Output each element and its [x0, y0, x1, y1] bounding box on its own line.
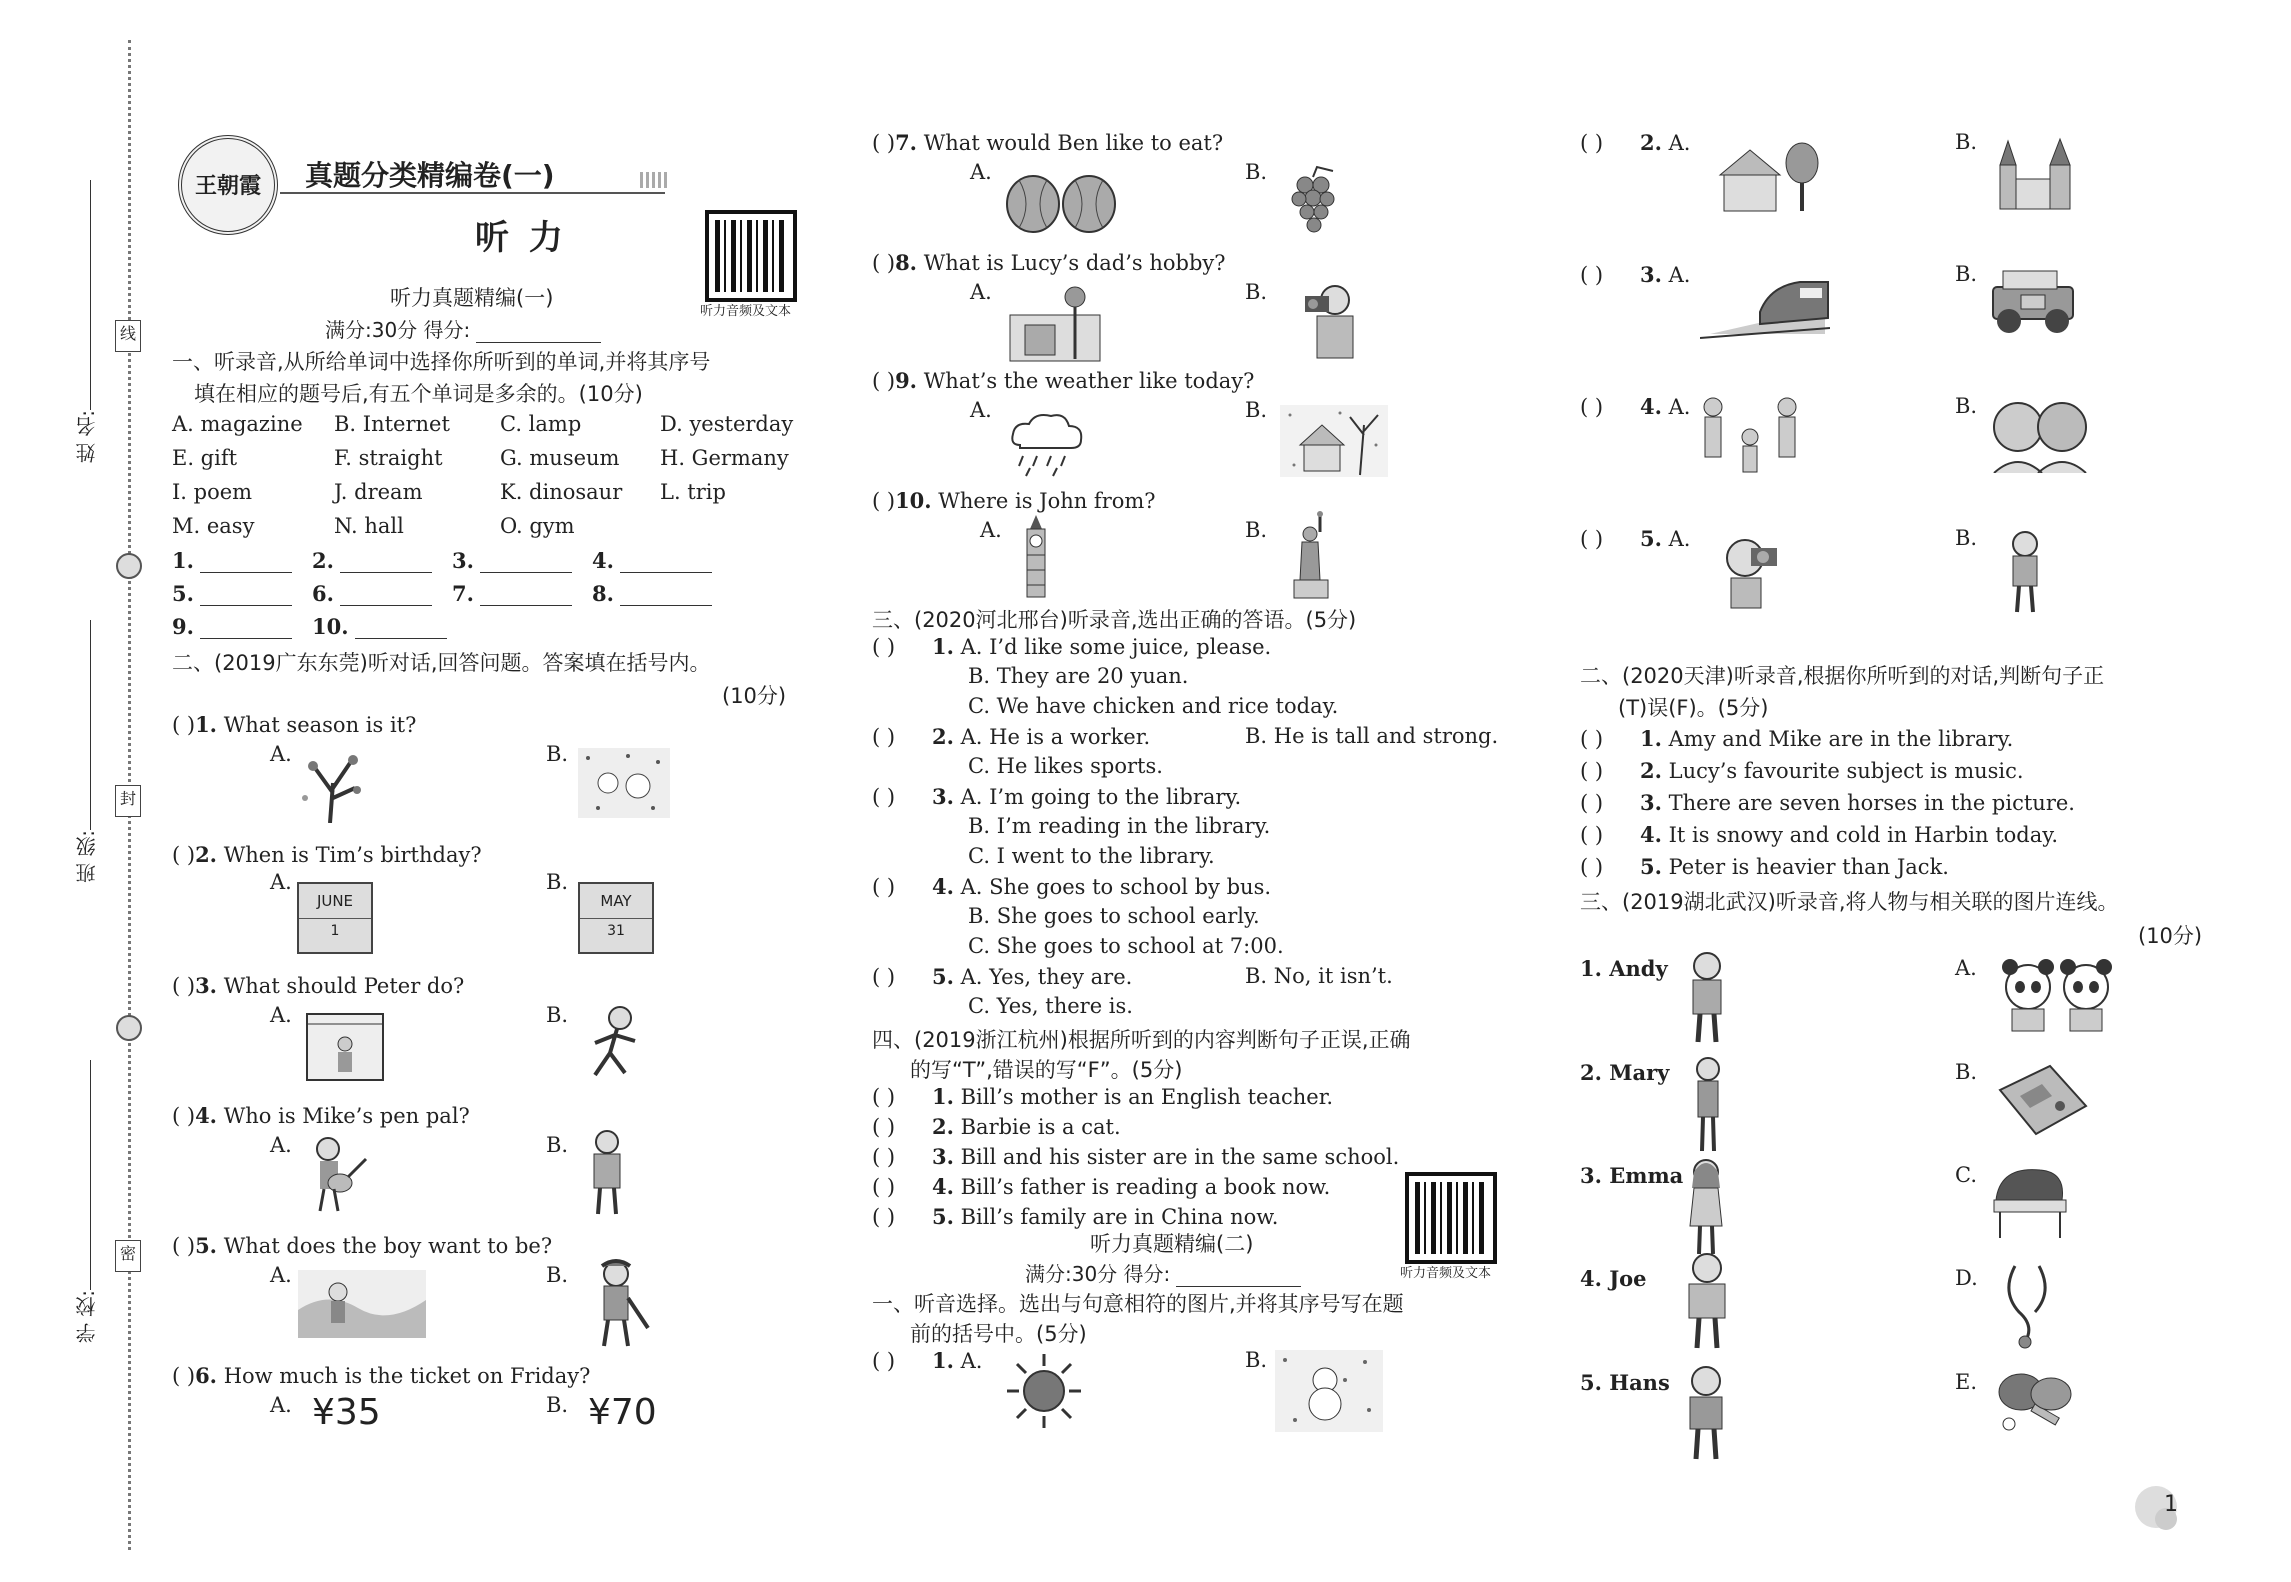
question: ( )7. What would Ben like to eat?	[872, 130, 1224, 155]
price-a: ¥35	[312, 1392, 381, 1433]
option-b: B. He is tall and strong.	[1245, 724, 1499, 748]
question: ( )4. Who is Mike’s pen pal?	[172, 1103, 470, 1128]
option-b: B.	[1245, 280, 1268, 304]
option-b: B.	[1955, 262, 1978, 286]
snowy-house-icon	[1280, 405, 1388, 477]
option-a: A.	[270, 1263, 292, 1287]
question: ( ) 2. A.	[1580, 130, 1691, 155]
option-a: A.	[270, 742, 292, 766]
question: ( )6. How much is the ticket on Friday?	[172, 1363, 591, 1388]
question: ( ) 5. A. Yes, they are.	[872, 964, 1133, 989]
option-b: B.	[546, 1133, 569, 1157]
exam2-s1-title: 一、听音选择。选出与句意相符的图片,并将其序号写在题	[872, 1292, 1404, 1316]
option-b: B.	[1245, 518, 1268, 542]
option-b: B.	[1955, 394, 1978, 418]
person-label: 4. Joe	[1580, 1266, 1647, 1291]
qr-caption: 听力音频及文本	[1400, 1266, 1492, 1281]
family-icon	[1695, 395, 1805, 480]
boy-standing-icon	[582, 1128, 632, 1218]
autumn-tree-icon	[295, 748, 370, 823]
title-dots	[640, 172, 668, 188]
option-b: B.	[1245, 1348, 1268, 1372]
watermelon-icon	[1005, 170, 1120, 235]
joe-figure-icon[interactable]	[1679, 1252, 1735, 1352]
running-boy-icon	[575, 1003, 647, 1083]
school-field-line	[90, 1060, 91, 1290]
question: ( ) 2. A. He is a worker.	[872, 724, 1151, 749]
train-icon	[1700, 268, 1830, 340]
school-label: 学 校:	[75, 1290, 99, 1344]
option-b: B.	[1955, 130, 1978, 154]
option-b: B. No, it isn’t.	[1245, 964, 1393, 988]
exam2-s1-title-2: 前的括号中。(5分)	[910, 1322, 1087, 1346]
s1-title-2: 填在相应的题号后,有五个单词是多余的。(10分)	[194, 382, 643, 406]
page-number: 1	[2164, 1492, 2178, 1517]
s4-title: 四、(2019浙江杭州)根据所听到的内容判断句子正误,正确	[872, 1028, 1411, 1052]
painting-hobby-icon	[1005, 285, 1105, 363]
tf-item: ( ) 5. Bill’s family are in China now.	[872, 1204, 1279, 1229]
option-a: A.	[270, 1393, 292, 1417]
tf-item: ( ) 4. Bill’s father is reading a book now.	[872, 1174, 1331, 1199]
option-a: A.	[970, 280, 992, 304]
logo-text: 王朝霞	[194, 173, 261, 199]
grapes-icon	[1285, 165, 1345, 237]
rain-cloud-icon	[1005, 410, 1087, 478]
class-label: 班 级:	[75, 830, 99, 884]
s2-points: (10分)	[722, 684, 787, 708]
question: ( ) 1. A.	[872, 1348, 983, 1373]
option-c: C. We have chicken and rice today.	[968, 694, 1339, 718]
house-with-tree-icon	[1710, 135, 1820, 215]
price-b: ¥70	[588, 1392, 657, 1433]
andy-figure-icon[interactable]	[1683, 950, 1731, 1045]
person-label: 1. Andy	[1580, 956, 1668, 981]
tf-item: ( ) 5. Peter is heavier than Jack.	[1580, 854, 1949, 879]
ping-pong-paddle-icon[interactable]	[1995, 1370, 2081, 1435]
exam2-s2-title: 二、(2020天津)听录音,根据你所听到的对话,判断句子正	[1580, 664, 2105, 688]
tf-item: ( ) 4. It is snowy and cold in Harbin today.	[1580, 822, 2059, 847]
option-a: A.	[970, 160, 992, 184]
ornament-icon	[116, 1015, 142, 1041]
option-c: C. Yes, there is.	[968, 994, 1133, 1018]
snowman-scene-icon	[1275, 1350, 1383, 1432]
object-label: E.	[1955, 1370, 1978, 1394]
bus-passenger-icon	[305, 1012, 385, 1082]
winter-scene-icon	[578, 748, 670, 818]
sun-icon	[1005, 1352, 1083, 1430]
option-b: B.	[546, 742, 569, 766]
guitar-boy-icon	[298, 1135, 370, 1215]
person-label: 2. Mary	[1580, 1060, 1670, 1085]
stethoscope-icon[interactable]	[1995, 1262, 2060, 1350]
question: ( )5. What does the boy want to be?	[172, 1233, 553, 1258]
option-b: B.	[546, 1393, 569, 1417]
question: ( )3. What should Peter do?	[172, 973, 465, 998]
option-b: B. They are 20 yuan.	[968, 664, 1189, 688]
big-ben-icon	[1012, 515, 1060, 599]
jeep-icon	[1985, 265, 2080, 340]
picture-book-icon[interactable]	[1990, 1060, 2090, 1140]
question: ( )8. What is Lucy’s dad’s hobby?	[872, 250, 1226, 275]
hans-figure-icon[interactable]	[1680, 1365, 1732, 1463]
question: ( ) 3. A.	[1580, 262, 1691, 287]
option-b: B.	[546, 870, 569, 894]
s3-title: 三、(2020河北邢台)听录音,选出正确的答语。(5分)	[872, 608, 1357, 632]
name-field-line	[90, 180, 91, 410]
option-a: A.	[270, 1133, 292, 1157]
small-boy-icon	[2000, 530, 2050, 615]
question: ( ) 5. A.	[1580, 526, 1691, 551]
tf-item: ( ) 2. Barbie is a cat.	[872, 1114, 1121, 1139]
question: ( ) 1. A. I’d like some juice, please.	[872, 634, 1272, 659]
calendar-may-icon: MAY 31	[578, 882, 654, 954]
question: ( ) 4. A. She goes to school by bus.	[872, 874, 1272, 899]
exam2-s3-title: 三、(2019湖北武汉)听录音,将人物与相关联的图片连线。	[1580, 890, 2119, 914]
object-label: A.	[1955, 956, 1977, 980]
tf-item: ( ) 1. Bill’s mother is an English teacher.	[872, 1084, 1334, 1109]
boy-with-camera-icon	[1705, 528, 1790, 613]
object-label: D.	[1955, 1266, 1978, 1290]
emma-figure-icon[interactable]	[1684, 1158, 1728, 1258]
qr-code[interactable]	[1405, 1172, 1497, 1264]
mary-figure-icon[interactable]	[1690, 1055, 1726, 1155]
logo	[178, 135, 278, 235]
exam2-score: 满分:30分 得分:	[1025, 1258, 1301, 1287]
option-a: A.	[970, 398, 992, 422]
grandparents-icon	[1990, 395, 2090, 473]
tf-item: ( ) 3. There are seven horses in the picture.	[1580, 790, 2075, 815]
exam1-title: 听力真题精编(一)	[390, 286, 554, 310]
question: ( )10. Where is John from?	[872, 488, 1156, 513]
painter-scene-icon	[298, 1270, 426, 1338]
title-rule	[280, 192, 665, 194]
object-label: C.	[1955, 1163, 1977, 1187]
tf-item: ( ) 1. Amy and Mike are in the library.	[1580, 726, 2014, 751]
option-a: A.	[270, 870, 292, 894]
exam2-title: 听力真题精编(二)	[1090, 1232, 1254, 1256]
class-field-line	[90, 620, 91, 830]
series-title: 真题分类精编卷(一)	[305, 159, 555, 192]
question: ( ) 4. A.	[1580, 394, 1691, 419]
qr-caption: 听力音频及文本	[700, 304, 792, 319]
s1-title: 一、听录音,从所给单词中选择你所听到的单词,并将其序号	[172, 350, 711, 374]
option-a: A.	[980, 518, 1002, 542]
statue-of-liberty-icon	[1290, 510, 1336, 600]
exam2-s3-points: (10分)	[2138, 924, 2203, 948]
exam1-score: 满分:30分 得分:	[325, 314, 601, 343]
piano-icon[interactable]	[1990, 1160, 2072, 1240]
tf-item: ( ) 3. Bill and his sister are in the same school.	[872, 1144, 1400, 1169]
seal-mark-line: 线	[115, 320, 141, 352]
object-label: B.	[1955, 1060, 1978, 1084]
option-b: B.	[1245, 160, 1268, 184]
option-c: C. She goes to school at 7:00.	[968, 934, 1284, 958]
s2-title: 二、(2019广东东莞)听对话,回答问题。答案填在括号内。	[172, 651, 711, 675]
option-b: B.	[1955, 526, 1978, 550]
question: ( )1. What season is it?	[172, 712, 417, 737]
option-b: B. She goes to school early.	[968, 904, 1260, 928]
calendar-june-icon: JUNE 1	[297, 882, 373, 954]
question: ( ) 3. A. I’m going to the library.	[872, 784, 1242, 809]
option-c: C. I went to the library.	[968, 844, 1215, 868]
panda-icon[interactable]	[1998, 955, 2116, 1035]
photographer-icon	[1285, 280, 1373, 360]
tf-item: ( ) 2. Lucy’s favourite subject is music.	[1580, 758, 2024, 783]
firefighter-icon	[580, 1258, 652, 1348]
name-label: 姓 名:	[75, 410, 99, 464]
option-c: C. He likes sports.	[968, 754, 1163, 778]
question: ( )9. What’s the weather like today?	[872, 368, 1255, 393]
option-a: A.	[270, 1003, 292, 1027]
castle-icon	[1990, 135, 2085, 215]
s4-title-2: 的写“T”,错误的写“F”。(5分)	[910, 1058, 1183, 1082]
seal-mark-seal: 封	[115, 785, 141, 817]
option-b: B.	[546, 1263, 569, 1287]
question: ( )2. When is Tim’s birthday?	[172, 842, 482, 867]
option-b: B.	[546, 1003, 569, 1027]
person-label: 5. Hans	[1580, 1370, 1670, 1395]
seal-mark-close: 密	[115, 1240, 141, 1272]
option-b: B. I’m reading in the library.	[968, 814, 1271, 838]
option-b: B.	[1245, 398, 1268, 422]
subject-title: 听 力	[475, 218, 567, 258]
qr-code[interactable]	[705, 210, 797, 302]
exam2-s2-title-2: (T)误(F)。(5分)	[1618, 696, 1769, 720]
ornament-icon	[116, 553, 142, 579]
person-label: 3. Emma	[1580, 1163, 1684, 1188]
